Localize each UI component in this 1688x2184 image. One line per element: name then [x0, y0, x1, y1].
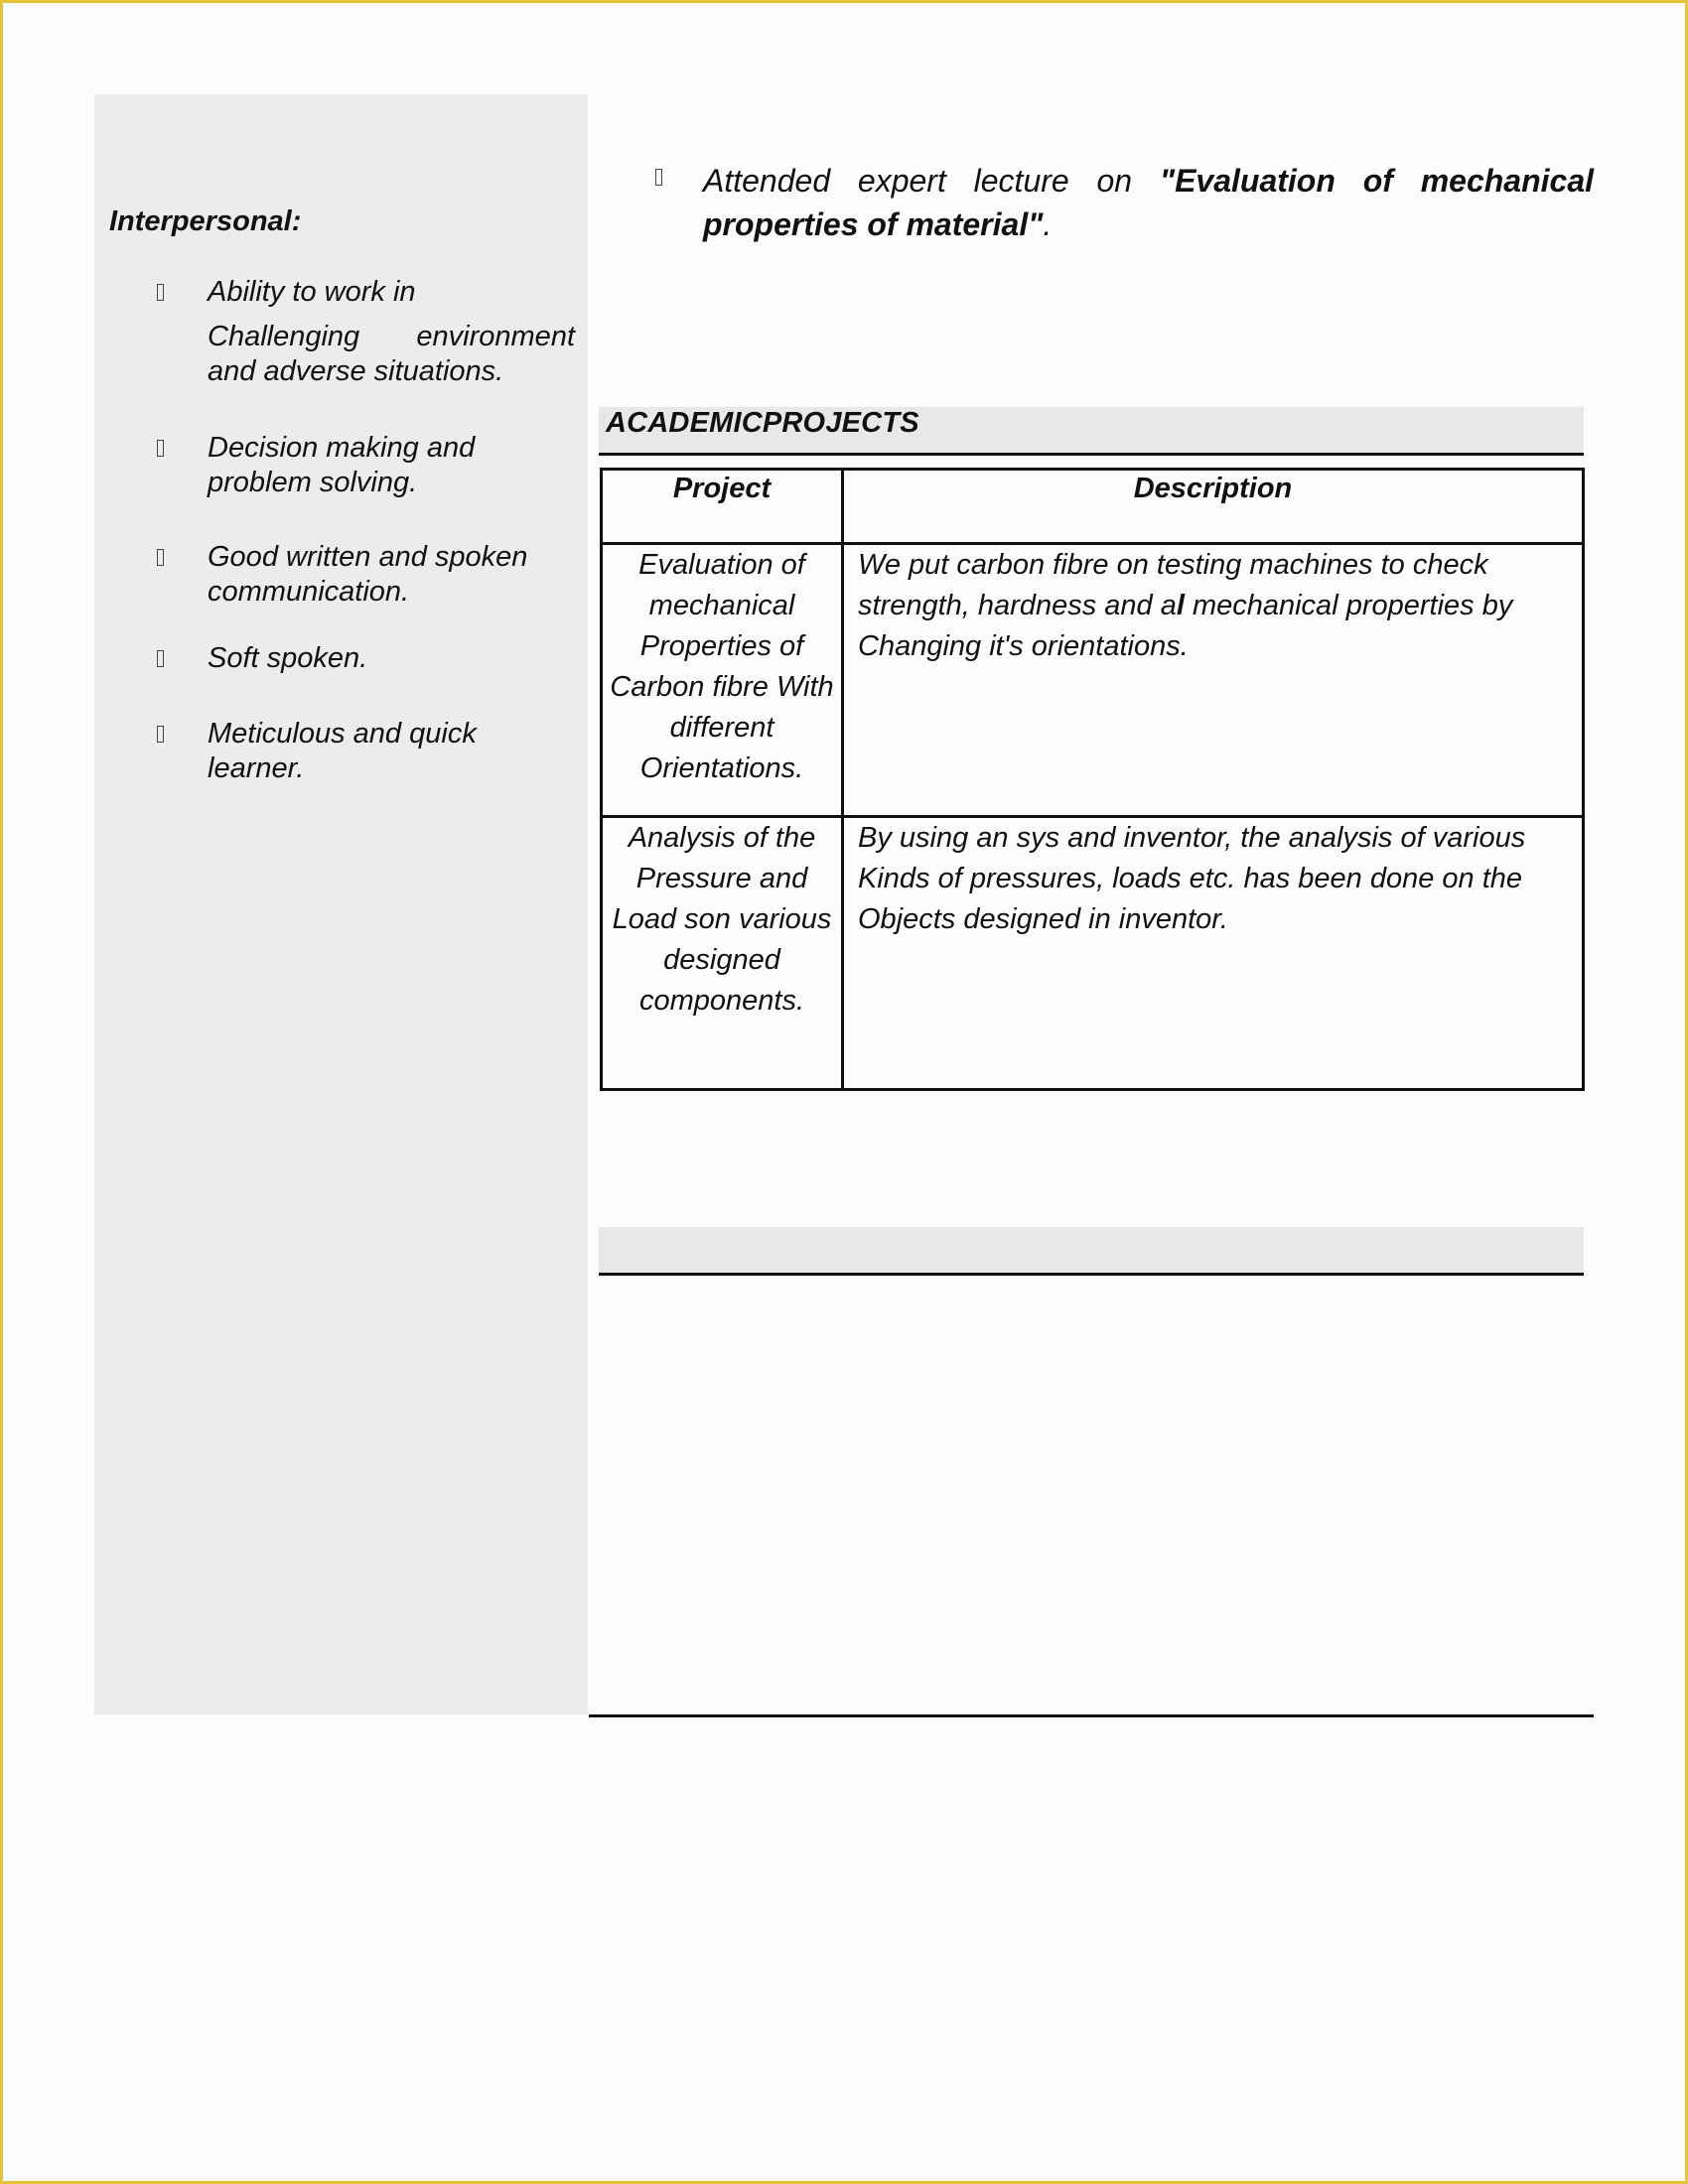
section-title: ACADEMICPROJECTS [606, 407, 919, 439]
bottom-divider [589, 1714, 1594, 1717]
project-cell: Evaluation of mechanical Properties of Carbon fibre With different Orientations. [602, 544, 843, 817]
skill-text: Meticulous and quick learner. [208, 718, 477, 784]
table-header-row [602, 470, 1584, 544]
skill-text: Soft spoken. [208, 642, 368, 674]
bullet-icon [157, 284, 164, 301]
description-cell: We put carbon fibre on testing machines to check strength, hardness and al mechanical properties by Changing it's orientations. [843, 544, 1584, 817]
bullet-icon [157, 549, 164, 566]
projects-table [600, 468, 1585, 1091]
skill-text: Decision making and problem solving. [208, 432, 476, 498]
bullet-icon [655, 169, 662, 186]
description-cell: By using an sys and inventor, the analysis of various Kinds of pressures, loads etc. has been done on the Objects designed in inventor. [843, 817, 1584, 1090]
skill-text: Good written and spoken communication. [208, 541, 528, 608]
column-header-description: Description [843, 470, 1584, 544]
table-row [602, 544, 1584, 817]
project-cell: Analysis of the Pressure and Load son various designed components. [602, 817, 843, 1090]
bullet-icon [157, 440, 164, 457]
skill-text: Ability to work in [208, 276, 416, 308]
empty-section-header [599, 1227, 1584, 1276]
column-header-project: Project [602, 470, 843, 544]
academic-projects-header [599, 407, 1584, 456]
table-row [602, 817, 1584, 1090]
bullet-icon [157, 726, 164, 743]
skill-text: Challenging environment and adverse situations. [208, 321, 575, 387]
bullet-icon [157, 650, 164, 667]
interpersonal-heading: Interpersonal: [109, 205, 302, 237]
lecture-text: Attended expert lecture on "Evaluation of mechanical properties of material". [703, 163, 1595, 242]
